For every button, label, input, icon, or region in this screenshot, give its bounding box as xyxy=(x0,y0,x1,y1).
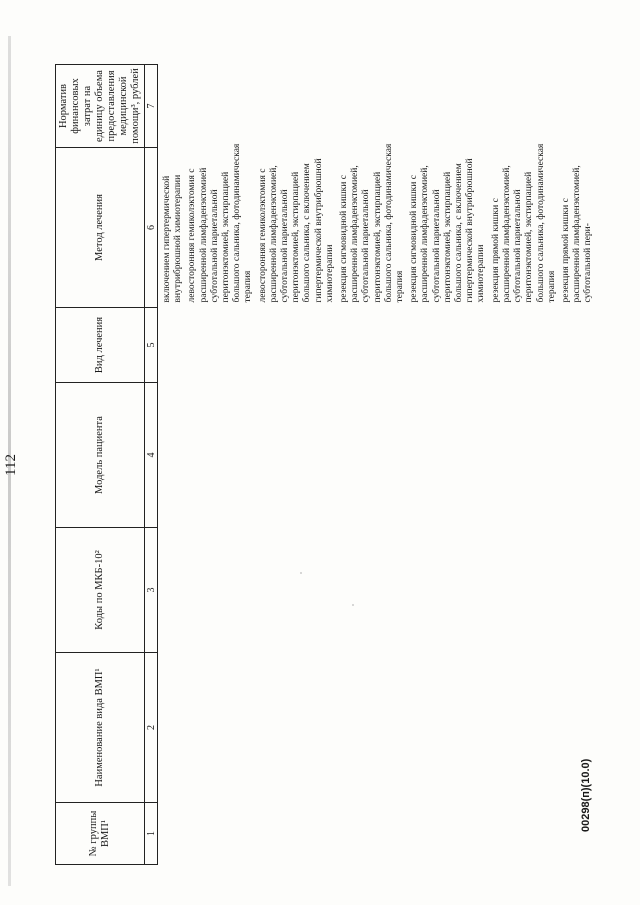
column-number: 2 xyxy=(145,653,158,803)
method-entry: резекция сигмовидной кишки с расширенной лимфаденэктомией, субтотальной париетальной перитонэктомией, экстирпацией большого сальника, с включением гипертермической внутрибрюшной химиотерапии xyxy=(409,158,487,303)
method-entry: включением гипертермической внутрибрюшной химиотерапии xyxy=(162,174,184,303)
column-number: 4 xyxy=(145,383,158,528)
method-entry: левосторонняя гемиколэктомия с расширенной лимфаденэктомией, субтотальной париетальной перитонэктомией, экстирпацией большого сальника, с включением гипертермической внутрибрюшной химиотерапии xyxy=(257,158,335,303)
cell-empty xyxy=(158,803,599,865)
vmp-table xyxy=(55,64,599,865)
column-number: 5 xyxy=(145,308,158,383)
header-icd-codes: Коды по МКБ-10² xyxy=(56,528,145,653)
header-group-no: № группы ВМП¹ xyxy=(56,803,145,865)
method-entry: резекция прямой кишки с расширенной лимфаденэктомией, субтотальной пери- xyxy=(560,165,594,303)
page-number: 112 xyxy=(3,454,19,476)
cell-empty xyxy=(158,653,599,803)
cell-empty xyxy=(158,308,599,383)
method-entry: резекция сигмовидной кишки с расширенной лимфаденэктомией, субтотальной париетальной перитонэктомией, экстирпацией большого сальника, фотодинамическая терапия xyxy=(339,143,406,303)
cell-empty xyxy=(158,65,599,148)
method-entry: левосторонняя гемиколэктомия с расширенной лимфаденэктомией субтотальной париетальной перитонэктомией, экстирпацией большого сальника, фотодинамическая терапия xyxy=(187,143,254,303)
column-number: 1 xyxy=(145,803,158,865)
header-patient-model: Модель пациента xyxy=(56,383,145,528)
column-number: 6 xyxy=(145,148,158,308)
cell-methods xyxy=(158,143,599,308)
cell-empty xyxy=(158,528,599,653)
header-treatment-method: Метод лечения xyxy=(56,148,145,308)
column-number: 7 xyxy=(145,65,158,148)
footer-code: 00298(п)(10.0) xyxy=(580,758,592,832)
cell-empty xyxy=(158,383,599,528)
header-cost-standard: Норматив финансовых затрат на единицу объема предоставления медицинской помощи³, рублей xyxy=(56,65,145,148)
method-entry: резекция прямой кишки с расширенной лимфаденэктомией, субтотальной париетальной перитонэктомией, экстирпацией большого сальника, фотодинамическая терапия xyxy=(490,143,557,303)
header-vmp-name: Наименование вида ВМП¹ xyxy=(56,653,145,803)
table-row xyxy=(158,65,599,865)
column-number-row xyxy=(145,65,158,865)
column-number: 3 xyxy=(145,528,158,653)
header-row xyxy=(56,65,145,865)
header-treatment-type: Вид лечения xyxy=(56,308,145,383)
